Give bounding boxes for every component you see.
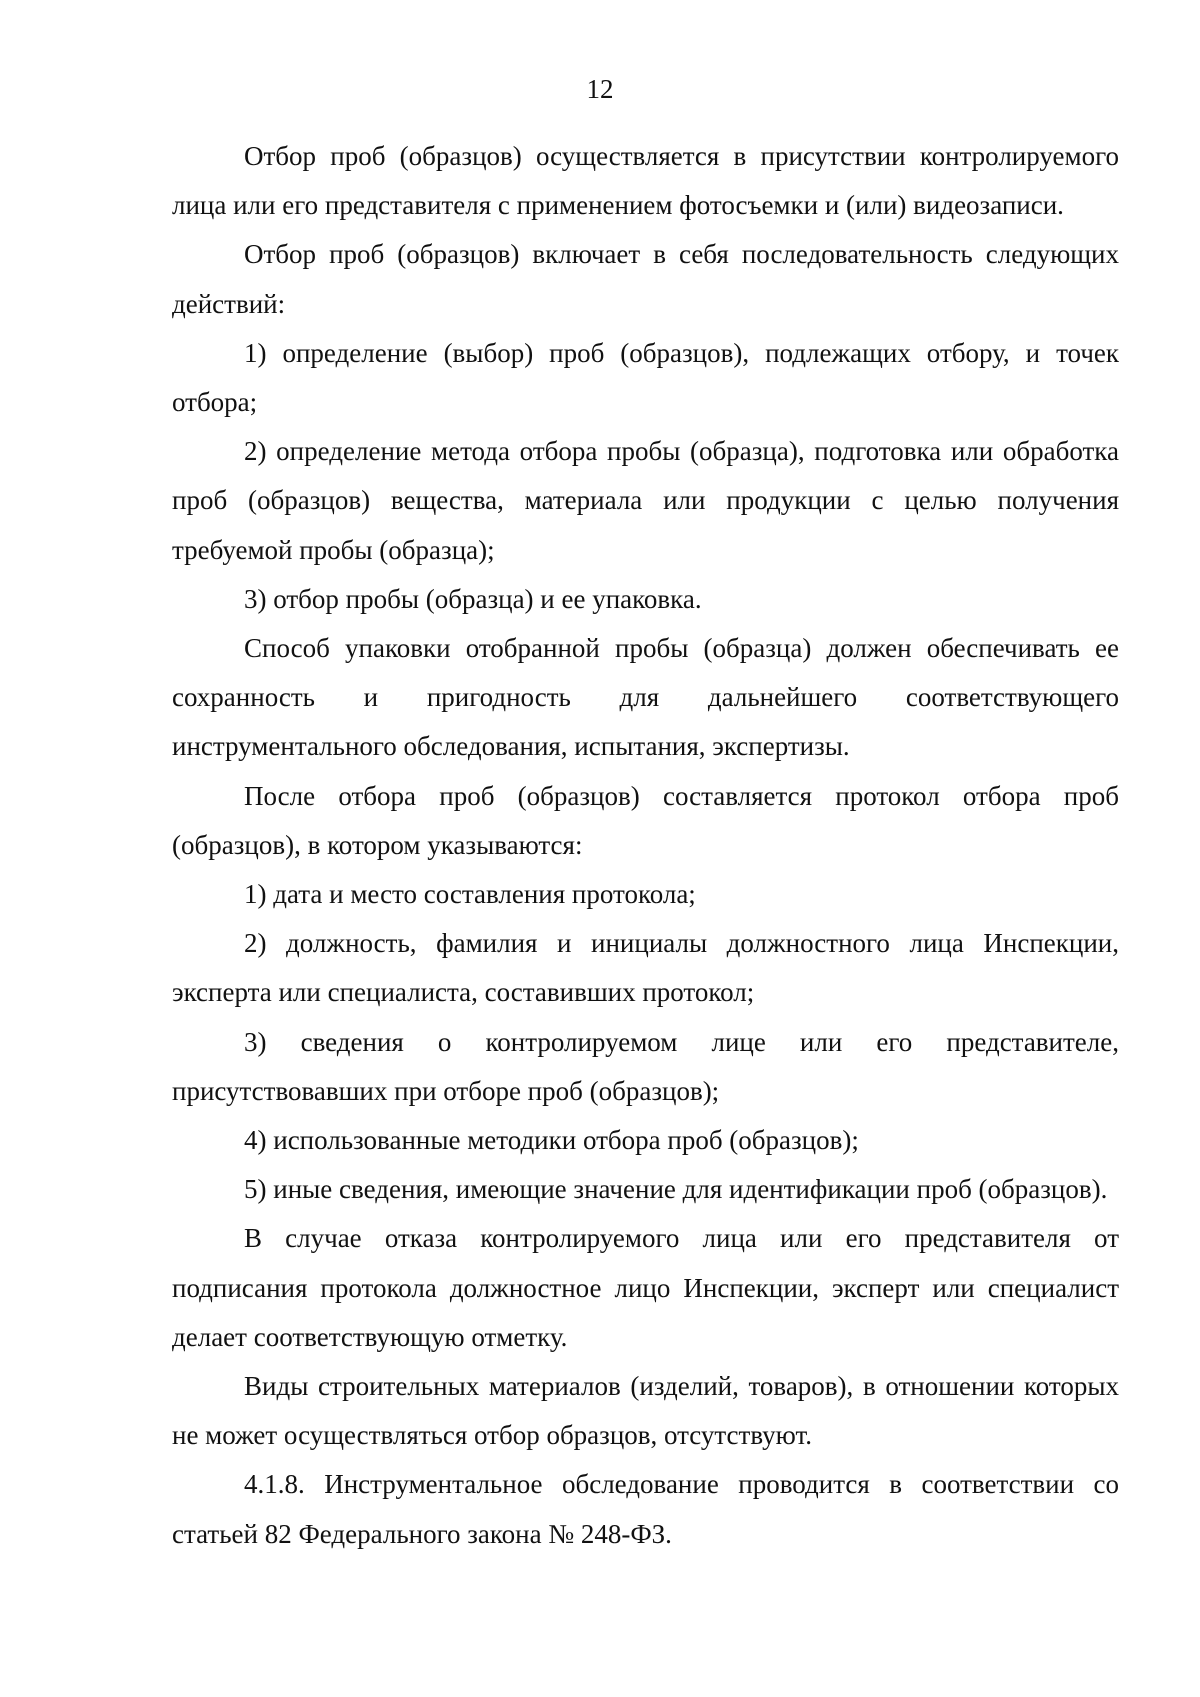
page-number: 12: [586, 74, 614, 104]
document-body: [172, 132, 1119, 1559]
list-item-sampling-packaging: 3) отбор пробы (образца) и ее упаковка.: [244, 583, 702, 614]
list-item-protocol-methods: 4) использованные методики отбора проб (образцов);: [244, 1125, 859, 1156]
list-item-protocol-officials: 2) должность, фамилия и инициалы должностного лица Инспекции, эксперта или специалиста, составивших протокол;: [172, 928, 1119, 1008]
paragraph-packaging-method: Способ упаковки отобранной пробы (образца) должен обеспечивать ее сохранность и пригодность для дальнейшего соответствующего инструментального обследования, испытания, экспертизы.: [172, 633, 1119, 762]
paragraph-sampling-sequence: Отбор проб (образцов) включает в себя последовательность следующих действий:: [172, 239, 1119, 319]
paragraph-instrumental-inspection: 4.1.8. Инструментальное обследование проводится в соответствии со статьей 82 Федерального закона № 248-ФЗ.: [172, 1469, 1119, 1549]
list-item-sampling-method: 2) определение метода отбора пробы (образца), подготовка или обработка проб (образцов) вещества, материала или продукции с целью получения требуемой пробы (образца);: [172, 436, 1119, 565]
paragraph-sampling-protocol: После отбора проб (образцов) составляется протокол отбора проб (образцов), в котором указываются:: [172, 780, 1119, 860]
paragraph-refusal-to-sign: В случае отказа контролируемого лица или его представителя от подписания протокола должностное лицо Инспекции, эксперт или специалист делает соответствующую отметку.: [172, 1223, 1119, 1352]
list-item-sample-selection: 1) определение (выбор) проб (образцов), подлежащих отбору, и точек отбора;: [172, 337, 1119, 418]
list-item-protocol-other-info: 5) иные сведения, имеющие значение для идентификации проб (образцов).: [244, 1174, 1108, 1205]
list-item-protocol-date-place: 1) дата и место составления протокола;: [244, 879, 696, 910]
list-item-protocol-controlled-person: 3) сведения о контролируемом лице или его представителе, присутствовавших при отборе проб (образцов);: [172, 1026, 1119, 1106]
paragraph-material-types: Виды строительных материалов (изделий, товаров), в отношении которых не может осуществляться отбор образцов, отсутствуют.: [172, 1371, 1119, 1451]
paragraph-sampling-presence: Отбор проб (образцов) осуществляется в присутствии контролируемого лица или его представителя с применением фотосъемки и (или) видеозаписи.: [172, 141, 1119, 221]
